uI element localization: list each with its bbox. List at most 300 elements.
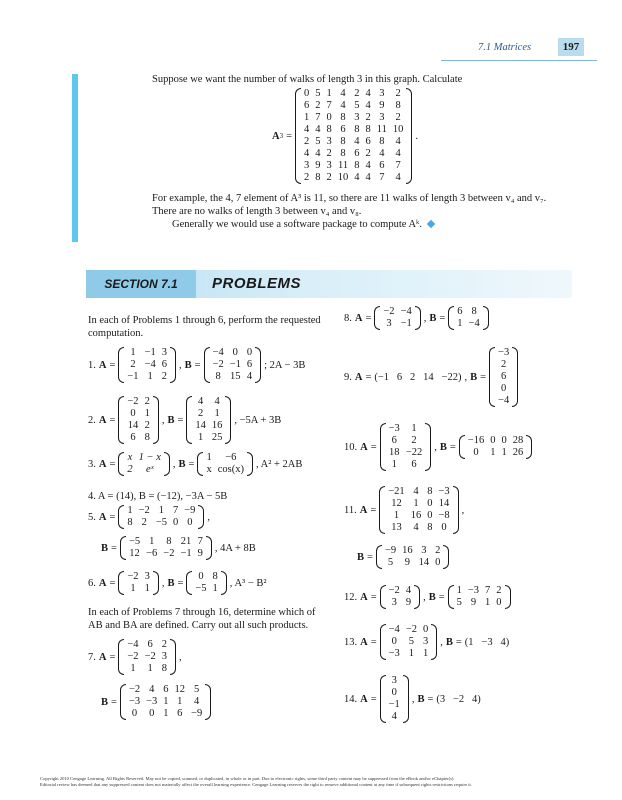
matrix-entry: 18 [388,447,400,458]
matrix-entry: −2 [212,359,224,370]
matrix-row [495,383,512,395]
matrix-entry: 10 [337,172,349,183]
matrix-row [124,420,152,432]
section-title: PROBLEMS [212,275,302,292]
matrix-entry: 1 [391,459,397,470]
matrix-row [385,510,452,522]
matrix-entry: 2 [326,148,332,159]
matrix-entry: eˣ [145,464,154,475]
matrix-entry: −6 [146,548,158,559]
matrix-entry: 2 [141,517,147,528]
matrix-row [386,435,426,447]
matrix-entry: 3 [379,112,385,123]
matrix-entry: 0 [187,517,193,528]
matrix-row [210,359,256,371]
matrix-row [386,585,414,597]
matrix-row [192,432,225,444]
matrix-row [124,371,170,383]
problem-8: 8. A = −2 −4 3 −1 , B = 6 8 1 −4 [344,306,492,330]
matrix-entry: 1 [130,583,136,594]
matrix-entry: 5 [354,100,360,111]
problem-number: 7. [88,651,96,663]
matrix-entry: 4 [405,585,412,596]
matrix-entry: 8 [340,148,346,159]
matrix-entry: 9 [379,100,385,111]
matrix-entry: −2 [388,585,400,596]
matrix-entry: 6 [365,136,371,147]
matrix-entry: 2 [144,396,150,407]
matrix [192,396,225,444]
problem-7: 7. A = −4 6 2 −2 −2 3 1 1 8 , [88,639,182,674]
matrix-entry: −2 [383,306,395,317]
a-cubed-matrix [295,88,412,184]
copyright-footer [40,776,600,788]
problem-number: 13. [344,636,358,648]
matrix-entry: 4 [340,100,346,111]
matrix-entry: 21 [180,536,192,547]
matrix-entry: −9 [191,708,203,719]
matrix-row [301,112,406,124]
matrix-entry: −22 [405,447,423,458]
matrix-entry: 2 [304,136,310,147]
matrix-entry: 7 [395,160,401,171]
matrix-entry: 7 [379,172,385,183]
matrix-entry: −2 [138,505,150,516]
matrix-entry: 4 [391,711,397,722]
matrix-entry: 4 [413,522,419,533]
matrix-entry: 0 [391,687,397,698]
matrix-entry: −4 [127,639,139,650]
matrix-row [124,517,198,529]
matrix-row [124,464,164,476]
matrix [495,347,512,407]
matrix-entry: 7 [197,536,203,547]
matrix-entry: 4 [365,88,371,99]
matrix-entry: 1 [457,318,463,329]
matrix-entry: 4 [214,396,220,407]
matrix-entry: 9 [197,548,203,559]
matrix [301,88,406,184]
matrix-entry: 2 [354,88,360,99]
matrix-entry: 0 [501,383,507,394]
matrix-entry: 1 [490,447,496,458]
matrix [385,486,452,534]
matrix-entry: 6 [391,435,397,446]
matrix [386,675,403,723]
matrix-entry: 14 [127,420,139,431]
matrix-entry: −4 [400,306,412,317]
matrix-row [124,663,170,675]
equals-sign: = [286,130,293,142]
matrix-entry: 6 [246,359,253,370]
problem-number: 8. [344,312,352,324]
matrix-entry: 8 [427,486,433,497]
matrix-entry: 4 [365,172,371,183]
matrix-row [495,371,512,383]
matrix-entry: 3 [379,88,385,99]
matrix-entry: 8 [215,371,221,382]
problem-number: 3. [88,458,96,470]
matrix [124,639,170,675]
matrix-entry: 1 [408,648,415,659]
matrix-entry: 25 [211,432,223,443]
matrix-entry: 4 [365,160,371,171]
matrix-entry: 8 [166,536,172,547]
matrix-row [454,597,505,609]
matrix-entry: 2 [496,585,502,596]
matrix-entry: 0 [435,557,441,568]
matrix-entry: 9 [404,557,410,568]
matrix-entry: 8 [379,136,385,147]
matrix-entry: 4 [315,148,321,159]
matrix-entry: 0 [246,347,253,358]
matrix-entry: 3 [161,651,167,662]
matrix-entry: 4 [413,486,419,497]
matrix-entry: 2 [365,112,371,123]
end-of-example-diamond-icon [427,220,435,228]
matrix-row [386,624,432,636]
matrix-row [301,160,406,172]
problem-4: 4. A = (14), B = (−12), −3A − 5B [88,491,228,502]
matrix [382,545,443,569]
matrix-entry: 6 [340,124,346,135]
problem-10: 10. A = −3 1 6 2 18 −22 1 6 , B = −16 0 0 28 0 1 1 26 [344,423,535,471]
a-cubed-label: A [272,130,280,142]
matrix-entry: −1 [180,548,192,559]
matrix-entry: −3 [388,648,400,659]
matrix-entry: 26 [512,447,524,458]
intro-text: Suppose we want the number of walks of length 3 in this graph. Calculate [152,74,463,85]
matrix-entry: 8 [354,124,360,135]
matrix-entry: 2 [130,359,136,370]
example-line-3 [172,218,434,231]
matrix-entry: 1 [206,452,212,463]
matrix-row [386,687,403,699]
matrix-entry: 4 [315,124,321,135]
matrix-row [124,408,152,420]
matrix-row [192,571,220,583]
matrix-entry: 1 [485,597,491,608]
matrix-row [124,452,164,464]
matrix-entry: 1 [127,505,133,516]
matrix-entry: 4 [379,148,385,159]
matrix-entry: 4 [340,88,346,99]
matrix-row [301,100,406,112]
matrix-entry: −2 [144,651,156,662]
running-head-title: 7.1 Matrices [478,42,532,53]
matrix-entry: 3 [326,136,332,147]
matrix-entry: 11 [337,160,349,171]
problem-task: , A² + 2AB [255,458,303,470]
matrix-entry: −1 [400,318,412,329]
matrix-entry: −21 [388,486,405,497]
matrix-entry: 1 [147,371,153,382]
matrix-row [192,420,225,432]
matrix-row [210,371,256,383]
matrix-entry: −3 [467,585,480,596]
matrix-row [382,545,443,557]
matrix-row [386,675,403,687]
problem-number: 6. [88,577,96,589]
matrix-entry: 0 [473,447,479,458]
matrix-row [124,571,152,583]
matrix-entry: 3 [144,571,150,582]
matrix-entry: −3 [388,423,400,434]
matrix-entry: −2 [405,624,417,635]
matrix-entry: 1 [144,408,150,419]
matrix-entry: −16 [467,435,485,446]
matrix-entry: x [206,464,212,475]
matrix-row [203,452,247,464]
matrix-row [386,636,432,648]
matrix-entry: 2 [395,88,401,99]
matrix-entry: −5 [155,517,167,528]
problem-number: 5. [88,511,96,523]
matrix-entry: 6 [304,100,310,111]
matrix-entry: 7 [172,505,179,516]
matrix-entry: 0 [232,347,238,358]
matrix-entry: 15 [230,371,241,382]
matrix-entry: 1 [456,585,462,596]
matrix-entry: 7 [315,112,321,123]
matrix-row [380,306,414,318]
matrix-entry: 3 [161,347,167,358]
matrix-entry: 0 [198,571,204,582]
matrix-entry: 1 [147,663,153,674]
problems-intro-1: In each of Problems 1 through 6, perform the requested computation. [88,315,321,339]
matrix-entry: 13 [391,522,402,533]
matrix-entry: 6 [411,459,417,470]
matrix-entry: 1 [158,505,165,516]
matrix [126,536,206,560]
matrix-row [465,447,526,459]
matrix-entry: 6 [161,359,167,370]
matrix-row [385,486,452,498]
matrix-entry: 3 [354,112,360,123]
matrix-row [203,464,247,476]
matrix-row [386,459,426,471]
matrix-row [126,696,205,708]
problem-5: 5. A = 1 −2 1 7 −9 8 2 −5 0 0 , [88,505,211,528]
matrix-entry: 0 [131,708,138,719]
matrix-entry: 4 [365,100,371,111]
problem-number: 1. [88,359,96,371]
matrix-entry: 1 [130,347,136,358]
example-sidebar-bar [72,74,78,242]
matrix-entry: 8 [212,571,218,582]
matrix-row [454,306,482,318]
matrix-row [126,684,205,696]
matrix-entry: 5 [315,136,321,147]
matrix-row [301,124,406,136]
matrix-entry: 6 [354,148,360,159]
matrix-entry: 12 [391,498,402,509]
matrix-entry: 1 [149,536,155,547]
matrix-entry: 1 [326,88,332,99]
matrix-entry: 6 [457,306,463,317]
matrix-entry: −2 [128,684,141,695]
matrix-row [124,396,152,408]
matrix-entry: 1 [411,423,417,434]
matrix-entry: 5 [387,557,394,568]
matrix-row [386,447,426,459]
matrix-entry: 3 [421,545,427,556]
matrix-entry: 5 [408,636,415,647]
matrix-entry: 8 [427,522,433,533]
matrix-entry: 14 [438,498,450,509]
problem-task: , 4A + 8B [214,542,256,554]
matrix-entry: −3 [438,486,450,497]
matrix-entry: 8 [471,306,477,317]
matrix-entry: 9 [405,597,412,608]
matrix-row [301,148,406,160]
matrix-row [124,347,170,359]
problem-5-b: B = −5 1 8 21 7 12 −6 −2 −1 9 , 4A + 8B [101,536,256,559]
matrix [210,347,256,383]
matrix-entry: −4 [498,395,510,406]
matrix-entry: −5 [195,583,207,594]
matrix-entry: −2 [127,396,139,407]
matrix-entry: 1 [501,447,507,458]
matrix [454,306,482,330]
matrix-row [495,395,512,407]
matrix-entry: −2 [163,548,175,559]
matrix-entry: 1 [198,432,204,443]
row-matrix: (3 −2 4) [436,693,481,705]
matrix-entry: 8 [365,124,371,135]
matrix-entry: 3 [391,597,397,608]
matrix-row [124,359,170,371]
problem-12: 12. A = −2 4 3 9 , B = 1 −3 7 2 5 9 1 0 [344,585,514,609]
problem-3: 3. A = x 1 − x 2 eˣ , B = 1 −6 x cos(x) , A² + 2AB [88,452,303,475]
matrix-row [386,699,403,711]
matrix-entry: 6 [130,432,136,443]
matrix-entry: 6 [147,639,153,650]
problem-number: 14. [344,693,358,705]
matrix-row [126,708,205,720]
matrix-entry: 6 [501,371,507,382]
matrix-row [192,583,220,595]
matrix-row [385,522,452,534]
matrix-row [454,585,505,597]
matrix-entry: 0 [427,510,433,521]
matrix-entry: 12 [174,684,186,695]
matrix-entry: 3 [422,636,429,647]
matrix-entry: 4 [193,696,200,707]
matrix-entry: 5 [193,684,200,695]
matrix-row [301,88,406,100]
matrix-entry: 3 [326,160,332,171]
period: . [415,130,419,142]
matrix-entry: 1 [393,510,400,521]
matrix-entry: 1 [422,648,429,659]
matrix-entry: 0 [130,408,136,419]
matrix-entry: 1 [212,583,218,594]
matrix-entry: 2 [304,172,310,183]
matrix-entry: 8 [326,124,332,135]
matrix-row [301,172,406,184]
matrix-entry: 1 [214,408,220,419]
matrix-entry: 9 [315,160,321,171]
matrix-entry: 10 [392,124,404,135]
matrix-entry: −9 [384,545,397,556]
matrix-entry: 4 [304,148,310,159]
matrix-entry: 4 [395,172,401,183]
matrix-entry: 11 [376,124,387,135]
row-matrix: (−1 6 2 14 −22) [374,371,462,383]
matrix-entry: 16 [211,420,223,431]
problem-number: 9. [344,371,352,383]
row-matrix: (1 −3 4) [464,636,510,648]
problem-14: 14. A = 3 0 −1 4 , B = (3 −2 4) [344,675,481,722]
matrix [124,396,152,444]
matrix-entry: 4 [149,684,155,695]
matrix-entry: 2 [411,435,417,446]
matrix-entry: −1 [229,359,241,370]
matrix-entry: 2 [161,371,167,382]
matrix-entry: 8 [127,517,133,528]
matrix-row [385,498,452,510]
matrix-entry: 5 [456,597,462,608]
a-cubed-equation [272,88,421,184]
matrix-row [386,648,432,660]
matrix [124,347,170,383]
matrix-entry: 2 [435,545,441,556]
matrix-entry: x [127,452,133,463]
matrix [192,571,220,595]
matrix-entry: 4 [304,124,310,135]
matrix-entry: 1 [144,583,150,594]
matrix-row [124,639,170,651]
matrix-entry: −3 [146,696,158,707]
matrix-entry: −4 [144,359,156,370]
matrix-entry: 4 [198,396,204,407]
matrix-entry: 1 [163,696,169,707]
matrix-entry: 4 [395,148,401,159]
matrix-entry: 16 [410,510,422,521]
matrix-entry: 1 [177,696,183,707]
problem-9: 9. A = (−1 6 2 14 −22) , B = −3 2 6 0 −4 [344,347,521,407]
problem-2: 2. A = −2 2 0 1 14 2 6 8 , B = 4 4 2 1 14 16 1 25 , −5A + 3B [88,396,282,443]
matrix-row [465,435,526,447]
matrix-entry: 0 [490,435,496,446]
matrix [386,423,426,471]
matrix-entry: 12 [129,548,140,559]
matrix-entry: 2 [315,100,321,111]
matrix-row [495,359,512,371]
problem-task: , A³ − B² [229,577,267,589]
matrix-entry: 0 [149,708,155,719]
section-tag: SECTION 7.1 [86,270,196,298]
matrix-row [454,318,482,330]
matrix-entry: 1 [413,498,419,509]
matrix [124,505,198,529]
matrix-entry: 16 [402,545,413,556]
matrix-entry: −3 [128,696,141,707]
matrix-entry: 0 [172,517,179,528]
matrix-entry: 0 [496,597,502,608]
problem-number: 12. [344,591,358,603]
matrix-row [210,347,256,359]
matrix-entry: 2 [365,148,371,159]
matrix-entry: 8 [340,112,346,123]
matrix-entry: 1 − x [138,452,161,463]
matrix-entry: 5 [315,88,321,99]
matrix-entry: 2 [501,359,507,370]
matrix-entry: 28 [512,435,524,446]
matrix-row [124,583,152,595]
problem-1: 1. A = 1 −1 3 2 −4 6 −1 1 2 , B = −4 0 0 −2 −1 6 8 15 4 ; 2A − 3B [88,347,306,382]
